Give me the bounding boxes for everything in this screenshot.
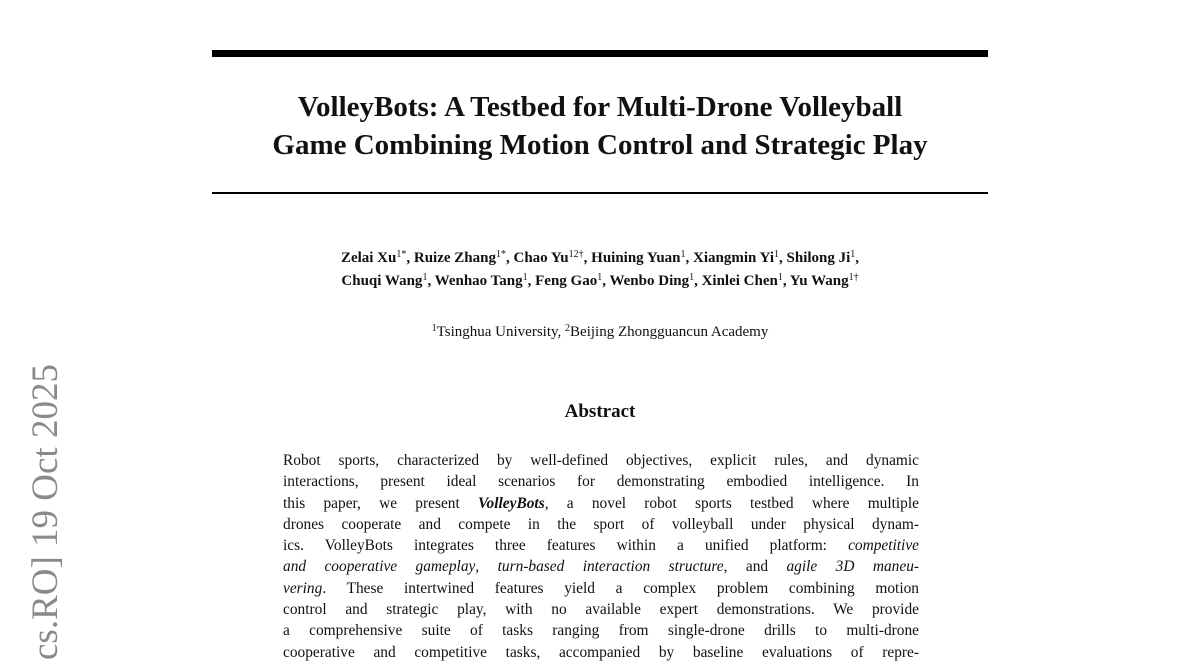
abstract-heading: Abstract [564, 401, 636, 422]
affiliation: $^2$Beijing Zhongguancun Academy [565, 323, 769, 340]
author-line [200, 270, 1000, 293]
author-line [200, 247, 1000, 270]
author: Chao $Yu^{12\dagger}$, [513, 249, 592, 266]
paper-title-line: VolleyBots: A Testbed for Multi-Drone Volleyball [297, 91, 903, 123]
abstract-line: cooperative and competitive tasks, accompanied by baseline evaluations of repre- [283, 643, 919, 661]
author: Shilong Ji$^1$, [786, 249, 860, 266]
author: Huining Yuan$^1$, [591, 249, 694, 266]
author: Feng Gao$^1$, [535, 272, 610, 289]
affiliations [200, 322, 1000, 342]
abstract-line: control and strategic play, with no available expert demonstrations. We provide [283, 601, 919, 619]
title-bottom-rule [212, 192, 988, 194]
author: Wenbo Ding$^1$, [609, 272, 702, 289]
author: Chuqi Wang$^1$, [341, 272, 435, 289]
author: Yu Wang$^{1\dagger}$ [789, 272, 859, 289]
abstract-body [283, 450, 919, 663]
abstract-line: interactions, present ideal scenarios for demonstrating embodied intelligence. In [283, 473, 919, 491]
title-top-rule [212, 50, 988, 57]
author: Zelai $Xu^{1*}$, [340, 249, 414, 266]
abstract-line: drones cooperate and compete in the sport of volleyball under physical dynam- [283, 515, 919, 533]
author: Xinlei Chen$^1$, [701, 272, 790, 289]
abstract-line: a comprehensive suite of tasks ranging from single-drone drills to multi-drone [283, 622, 919, 640]
author: Xiangmin Yi$^1$, [693, 249, 787, 266]
abstract-line: and cooperative gameplay, turn-based interaction structure, and agile 3D maneu- [283, 558, 920, 576]
author: Ruize Zhang$^{1*}$, [413, 249, 514, 266]
abstract-line: vering. These intertwined features yield a complex problem combining motion [283, 579, 919, 597]
arxiv-sidebar-stamp: cs.RO] 19 Oct 2025 [25, 364, 66, 660]
paper-title [212, 88, 988, 164]
author-list [200, 247, 1000, 293]
abstract-line: this paper, we present VolleyBots, a novel robot sports testbed where multiple [283, 494, 919, 512]
author: Wenhao Tang$^1$, [434, 272, 536, 289]
affiliation: $^1$Tsinghua University, [431, 323, 566, 340]
abstract-line: Robot sports, characterized by well-defined objectives, explicit rules, and dynamic [283, 452, 919, 469]
abstract-line: ics. VolleyBots integrates three features within a unified platform: competitive [283, 537, 919, 555]
paper-title-line: Game Combining Motion Control and Strategic Play [272, 129, 928, 161]
